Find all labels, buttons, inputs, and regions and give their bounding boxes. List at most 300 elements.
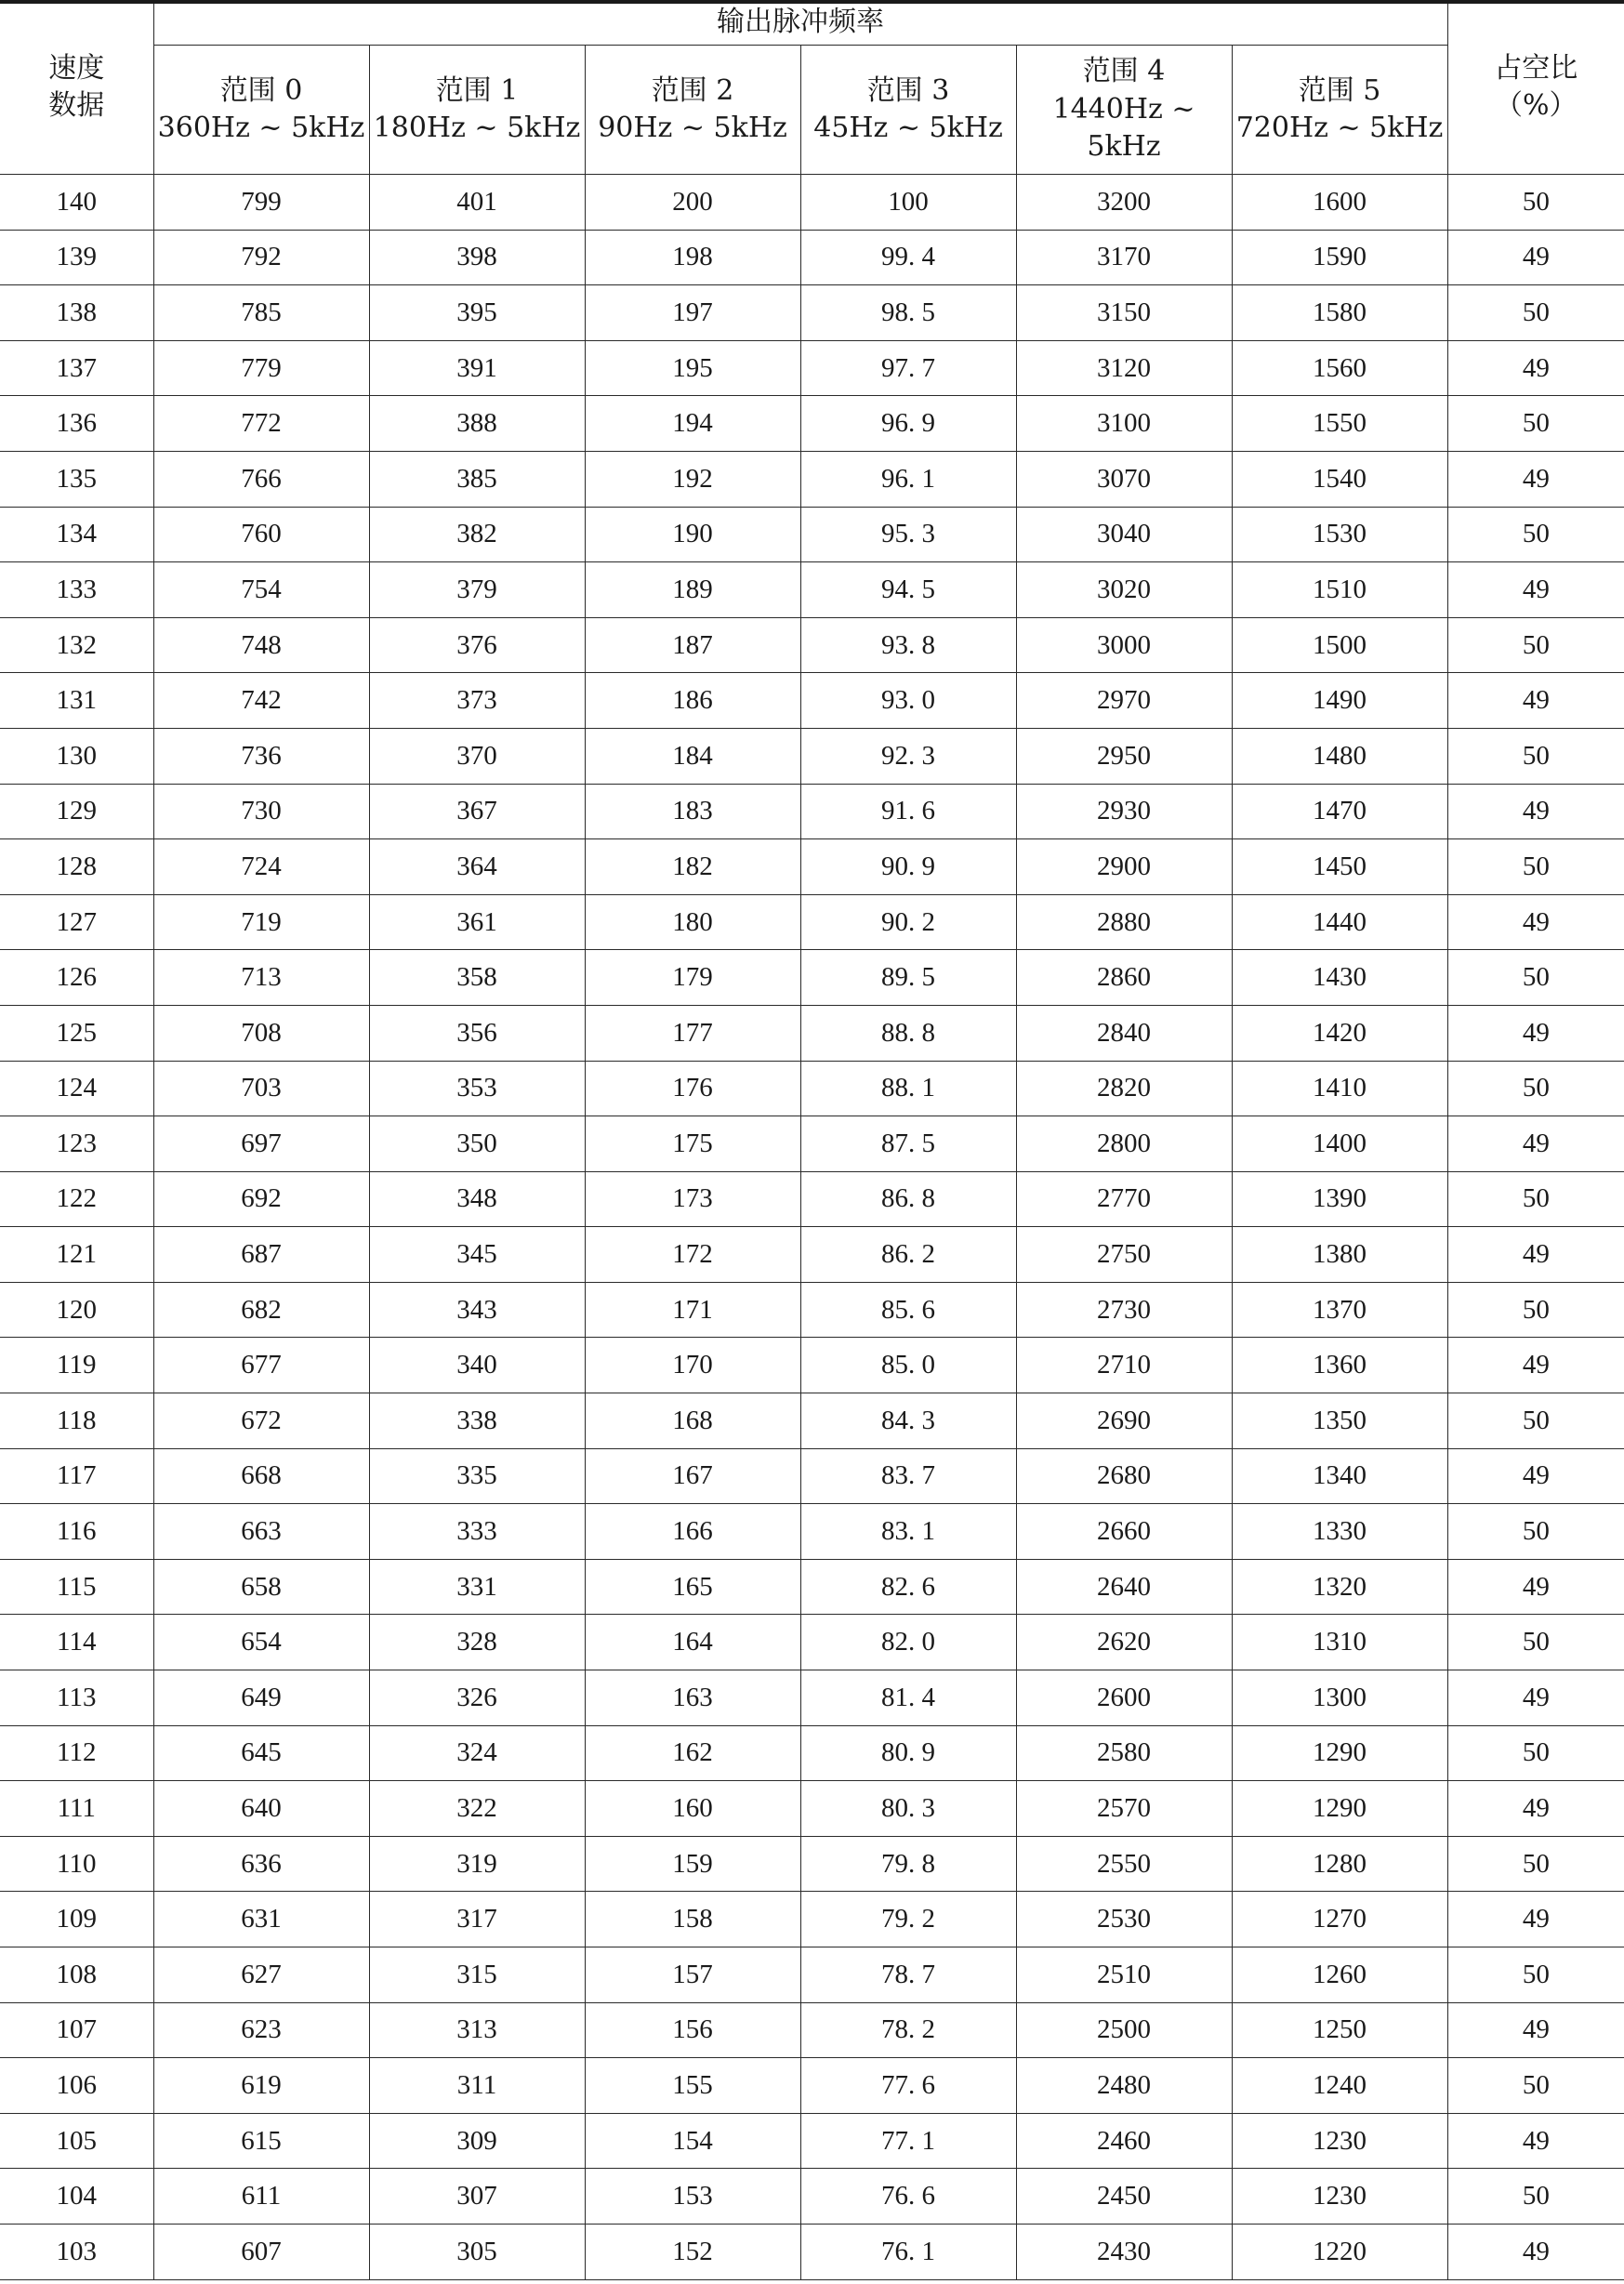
range-1-cell: 331 <box>369 1559 585 1615</box>
speed-data-cell: 117 <box>0 1448 153 1504</box>
speed-data-cell: 122 <box>0 1171 153 1227</box>
duty-cycle-cell: 49 <box>1447 2113 1624 2169</box>
speed-data-cell: 139 <box>0 230 153 285</box>
range-0-cell: 649 <box>153 1670 369 1726</box>
range-3-cell: 79. 8 <box>800 1836 1016 1892</box>
range-1-cell: 311 <box>369 2058 585 2114</box>
duty-cycle-cell: 50 <box>1447 2169 1624 2225</box>
duty-cycle-cell: 49 <box>1447 1448 1624 1504</box>
range-3-cell: 90. 2 <box>800 894 1016 950</box>
range-2-cell: 173 <box>585 1171 800 1227</box>
range-3-cell: 96. 9 <box>800 396 1016 452</box>
speed-data-cell: 111 <box>0 1781 153 1837</box>
range-5-name: 范围 5 <box>1298 73 1381 107</box>
speed-data-cell: 135 <box>0 451 153 507</box>
duty-cycle-cell: 49 <box>1447 230 1624 285</box>
duty-cycle-cell: 49 <box>1447 562 1624 618</box>
range-4-cell: 2900 <box>1016 839 1232 895</box>
range-4-cell: 2480 <box>1016 2058 1232 2114</box>
duty-cycle-cell: 50 <box>1447 1947 1624 2003</box>
range-1-cell: 348 <box>369 1171 585 1227</box>
range-2-cell: 198 <box>585 230 800 285</box>
duty-cycle-cell: 50 <box>1447 839 1624 895</box>
range-3-cell: 87. 5 <box>800 1116 1016 1172</box>
range-0-cell: 677 <box>153 1338 369 1393</box>
range-3-cell: 95. 3 <box>800 507 1016 562</box>
speed-data-cell: 118 <box>0 1393 153 1449</box>
range-5-cell: 1580 <box>1232 285 1447 341</box>
range-2-cell: 197 <box>585 285 800 341</box>
range-2-cell: 189 <box>585 562 800 618</box>
range-4-cell: 3170 <box>1016 230 1232 285</box>
range-5-cell: 1450 <box>1232 839 1447 895</box>
range-3-cell: 80. 3 <box>800 1781 1016 1837</box>
table-row <box>0 839 1624 895</box>
range-2-cell: 158 <box>585 1892 800 1947</box>
range-1-cell: 358 <box>369 950 585 1006</box>
range-2-cell: 171 <box>585 1282 800 1338</box>
range-0-cell: 682 <box>153 1282 369 1338</box>
range-3-cell: 98. 5 <box>800 285 1016 341</box>
range-1-cell: 370 <box>369 728 585 784</box>
range-5-cell: 1250 <box>1232 2002 1447 2058</box>
range-0-header <box>153 46 369 175</box>
range-4-cell: 2620 <box>1016 1615 1232 1670</box>
range-2-cell: 156 <box>585 2002 800 2058</box>
table-row <box>0 784 1624 839</box>
range-2-cell: 159 <box>585 1836 800 1892</box>
table-row <box>0 1892 1624 1947</box>
range-0-cell: 766 <box>153 451 369 507</box>
range-5-cell: 1290 <box>1232 1781 1447 1837</box>
duty-cycle-cell: 50 <box>1447 285 1624 341</box>
speed-data-cell: 121 <box>0 1227 153 1283</box>
range-3-cell: 84. 3 <box>800 1393 1016 1449</box>
range-2-cell: 190 <box>585 507 800 562</box>
table-row <box>0 894 1624 950</box>
speed-data-header-text: 速度 数据 <box>48 51 105 122</box>
duty-cycle-cell: 50 <box>1447 1615 1624 1670</box>
range-5-cell: 1550 <box>1232 396 1447 452</box>
duty-cycle-cell: 49 <box>1447 1781 1624 1837</box>
table-row <box>0 396 1624 452</box>
speed-data-cell: 110 <box>0 1836 153 1892</box>
range-0-cell: 645 <box>153 1725 369 1781</box>
duty-cycle-cell: 50 <box>1447 950 1624 1006</box>
range-4-cell: 2750 <box>1016 1227 1232 1283</box>
range-3-cell: 90. 9 <box>800 839 1016 895</box>
table-row <box>0 1061 1624 1116</box>
range-1-span: 180Hz ~ 5kHz <box>373 112 581 144</box>
range-1-cell: 401 <box>369 175 585 231</box>
range-5-cell: 1430 <box>1232 950 1447 1006</box>
speed-data-cell: 129 <box>0 784 153 839</box>
duty-cycle-cell: 49 <box>1447 894 1624 950</box>
range-0-cell: 785 <box>153 285 369 341</box>
table-row <box>0 1227 1624 1283</box>
range-0-cell: 623 <box>153 2002 369 2058</box>
range-5-cell: 1300 <box>1232 1670 1447 1726</box>
range-4-span: 1440Hz ~ 5kHz <box>1052 92 1195 164</box>
range-5-cell: 1350 <box>1232 1393 1447 1449</box>
range-5-cell: 1420 <box>1232 1005 1447 1061</box>
range-4-cell: 2840 <box>1016 1005 1232 1061</box>
range-2-cell: 186 <box>585 673 800 729</box>
range-2-cell: 164 <box>585 1615 800 1670</box>
range-1-cell: 385 <box>369 451 585 507</box>
table-row <box>0 2002 1624 2058</box>
range-4-cell: 3100 <box>1016 396 1232 452</box>
range-5-cell: 1380 <box>1232 1227 1447 1283</box>
range-5-cell: 1470 <box>1232 784 1447 839</box>
range-5-cell: 1230 <box>1232 2169 1447 2225</box>
range-3-cell: 89. 5 <box>800 950 1016 1006</box>
range-2-span: 90Hz ~ 5kHz <box>598 112 787 144</box>
speed-data-cell: 119 <box>0 1338 153 1393</box>
speed-data-header <box>0 1 153 175</box>
speed-data-cell: 107 <box>0 2002 153 2058</box>
range-4-cell: 2640 <box>1016 1559 1232 1615</box>
range-1-cell: 328 <box>369 1615 585 1670</box>
range-5-cell: 1340 <box>1232 1448 1447 1504</box>
range-3-cell: 81. 4 <box>800 1670 1016 1726</box>
duty-cycle-cell: 50 <box>1447 2058 1624 2114</box>
range-4-cell: 2930 <box>1016 784 1232 839</box>
table-row <box>0 1393 1624 1449</box>
duty-cycle-cell: 49 <box>1447 1227 1624 1283</box>
range-1-header <box>369 46 585 175</box>
range-3-cell: 77. 6 <box>800 2058 1016 2114</box>
range-0-cell: 687 <box>153 1227 369 1283</box>
table-row <box>0 1947 1624 2003</box>
range-1-cell: 388 <box>369 396 585 452</box>
table-row <box>0 2058 1624 2114</box>
range-1-cell: 338 <box>369 1393 585 1449</box>
range-2-cell: 176 <box>585 1061 800 1116</box>
range-2-cell: 195 <box>585 340 800 396</box>
range-3-cell: 76. 6 <box>800 2169 1016 2225</box>
range-1-cell: 356 <box>369 1005 585 1061</box>
range-2-cell: 160 <box>585 1781 800 1837</box>
duty-cycle-cell: 50 <box>1447 1393 1624 1449</box>
range-5-cell: 1530 <box>1232 507 1447 562</box>
range-3-cell: 93. 8 <box>800 617 1016 673</box>
range-4-cell: 2770 <box>1016 1171 1232 1227</box>
duty-cycle-cell: 50 <box>1447 728 1624 784</box>
speed-data-cell: 131 <box>0 673 153 729</box>
range-4-cell: 2500 <box>1016 2002 1232 2058</box>
range-0-cell: 658 <box>153 1559 369 1615</box>
range-5-cell: 1260 <box>1232 1947 1447 2003</box>
range-0-cell: 654 <box>153 1615 369 1670</box>
range-1-cell: 398 <box>369 230 585 285</box>
range-3-cell: 77. 1 <box>800 2113 1016 2169</box>
table-row <box>0 1615 1624 1670</box>
range-4-header <box>1016 46 1232 175</box>
range-5-cell: 1220 <box>1232 2224 1447 2279</box>
range-2-cell: 168 <box>585 1393 800 1449</box>
range-3-cell: 88. 1 <box>800 1061 1016 1116</box>
range-1-cell: 395 <box>369 285 585 341</box>
range-1-cell: 391 <box>369 340 585 396</box>
speed-data-cell: 103 <box>0 2224 153 2279</box>
range-3-cell: 86. 8 <box>800 1171 1016 1227</box>
speed-data-cell: 116 <box>0 1504 153 1560</box>
range-4-cell: 2460 <box>1016 2113 1232 2169</box>
range-1-cell: 379 <box>369 562 585 618</box>
range-0-cell: 697 <box>153 1116 369 1172</box>
table-row <box>0 673 1624 729</box>
range-4-cell: 3120 <box>1016 340 1232 396</box>
range-5-span: 720Hz ~ 5kHz <box>1235 112 1444 144</box>
table-row <box>0 340 1624 396</box>
range-0-cell: 619 <box>153 2058 369 2114</box>
range-5-cell: 1240 <box>1232 2058 1447 2114</box>
speed-data-cell: 138 <box>0 285 153 341</box>
duty-cycle-cell: 49 <box>1447 1559 1624 1615</box>
range-1-cell: 340 <box>369 1338 585 1393</box>
range-1-cell: 315 <box>369 1947 585 2003</box>
duty-cycle-cell: 50 <box>1447 617 1624 673</box>
table-row <box>0 1171 1624 1227</box>
range-2-cell: 177 <box>585 1005 800 1061</box>
range-3-cell: 88. 8 <box>800 1005 1016 1061</box>
range-5-header <box>1232 46 1447 175</box>
range-2-cell: 163 <box>585 1670 800 1726</box>
range-4-cell: 2820 <box>1016 1061 1232 1116</box>
range-0-cell: 779 <box>153 340 369 396</box>
range-2-cell: 172 <box>585 1227 800 1283</box>
range-0-name: 范围 0 <box>219 73 303 107</box>
duty-cycle-cell: 50 <box>1447 1504 1624 1560</box>
range-3-cell: 94. 5 <box>800 562 1016 618</box>
range-5-cell: 1510 <box>1232 562 1447 618</box>
range-2-cell: 166 <box>585 1504 800 1560</box>
range-5-cell: 1370 <box>1232 1282 1447 1338</box>
range-4-cell: 2730 <box>1016 1282 1232 1338</box>
duty-cycle-cell: 49 <box>1447 1338 1624 1393</box>
range-2-name: 范围 2 <box>651 73 734 107</box>
speed-data-cell: 106 <box>0 2058 153 2114</box>
range-0-cell: 742 <box>153 673 369 729</box>
range-1-cell: 309 <box>369 2113 585 2169</box>
range-1-cell: 307 <box>369 2169 585 2225</box>
table-row <box>0 728 1624 784</box>
speed-data-cell: 127 <box>0 894 153 950</box>
range-1-cell: 367 <box>369 784 585 839</box>
range-2-cell: 155 <box>585 2058 800 2114</box>
range-1-cell: 382 <box>369 507 585 562</box>
table-row <box>0 562 1624 618</box>
range-0-cell: 799 <box>153 175 369 231</box>
range-1-cell: 335 <box>369 1448 585 1504</box>
range-2-cell: 182 <box>585 839 800 895</box>
table-header <box>0 1 1624 175</box>
range-4-cell: 2880 <box>1016 894 1232 950</box>
range-2-header <box>585 46 800 175</box>
range-1-cell: 317 <box>369 1892 585 1947</box>
range-1-cell: 345 <box>369 1227 585 1283</box>
duty-cycle-cell: 50 <box>1447 1725 1624 1781</box>
range-0-cell: 730 <box>153 784 369 839</box>
range-3-cell: 83. 1 <box>800 1504 1016 1560</box>
range-0-cell: 627 <box>153 1947 369 2003</box>
range-0-cell: 760 <box>153 507 369 562</box>
range-4-name: 范围 4 <box>1082 55 1166 88</box>
range-4-cell: 3070 <box>1016 451 1232 507</box>
duty-cycle-cell: 50 <box>1447 1836 1624 1892</box>
table-body <box>0 175 1624 2280</box>
range-0-cell: 663 <box>153 1504 369 1560</box>
range-4-cell: 2970 <box>1016 673 1232 729</box>
table-row <box>0 1725 1624 1781</box>
range-0-cell: 748 <box>153 617 369 673</box>
table-row <box>0 1504 1624 1560</box>
range-2-cell: 157 <box>585 1947 800 2003</box>
speed-data-cell: 133 <box>0 562 153 618</box>
duty-cycle-cell: 50 <box>1447 1061 1624 1116</box>
range-4-cell: 2860 <box>1016 950 1232 1006</box>
table-row <box>0 950 1624 1006</box>
range-4-cell: 2530 <box>1016 1892 1232 1947</box>
range-4-cell: 2600 <box>1016 1670 1232 1726</box>
speed-data-cell: 105 <box>0 2113 153 2169</box>
range-2-cell: 154 <box>585 2113 800 2169</box>
table-row <box>0 1005 1624 1061</box>
duty-cycle-header-text: 占空比 （%） <box>1494 51 1578 122</box>
speed-data-cell: 134 <box>0 507 153 562</box>
range-3-cell: 96. 1 <box>800 451 1016 507</box>
range-5-cell: 1320 <box>1232 1559 1447 1615</box>
speed-data-cell: 136 <box>0 396 153 452</box>
table-row <box>0 285 1624 341</box>
range-0-cell: 672 <box>153 1393 369 1449</box>
range-4-cell: 3000 <box>1016 617 1232 673</box>
range-2-cell: 183 <box>585 784 800 839</box>
speed-data-cell: 108 <box>0 1947 153 2003</box>
range-5-cell: 1230 <box>1232 2113 1447 2169</box>
range-1-cell: 324 <box>369 1725 585 1781</box>
range-1-cell: 305 <box>369 2224 585 2279</box>
speed-data-cell: 123 <box>0 1116 153 1172</box>
range-3-header <box>800 46 1016 175</box>
range-0-cell: 754 <box>153 562 369 618</box>
table-row <box>0 1116 1624 1172</box>
range-1-cell: 353 <box>369 1061 585 1116</box>
duty-cycle-header <box>1447 1 1624 175</box>
range-4-cell: 2450 <box>1016 2169 1232 2225</box>
range-4-cell: 3150 <box>1016 285 1232 341</box>
range-2-cell: 200 <box>585 175 800 231</box>
range-4-cell: 3040 <box>1016 507 1232 562</box>
range-2-cell: 184 <box>585 728 800 784</box>
range-4-cell: 2570 <box>1016 1781 1232 1837</box>
speed-data-cell: 115 <box>0 1559 153 1615</box>
table-row <box>0 1781 1624 1837</box>
duty-cycle-cell: 49 <box>1447 1116 1624 1172</box>
duty-cycle-cell: 50 <box>1447 1282 1624 1338</box>
range-5-cell: 1560 <box>1232 340 1447 396</box>
range-5-cell: 1280 <box>1232 1836 1447 1892</box>
duty-cycle-cell: 49 <box>1447 673 1624 729</box>
speed-data-cell: 113 <box>0 1670 153 1726</box>
duty-cycle-cell: 50 <box>1447 507 1624 562</box>
range-5-cell: 1270 <box>1232 1892 1447 1947</box>
range-2-cell: 153 <box>585 2169 800 2225</box>
range-3-cell: 80. 9 <box>800 1725 1016 1781</box>
range-4-cell: 2580 <box>1016 1725 1232 1781</box>
speed-data-cell: 125 <box>0 1005 153 1061</box>
range-5-cell: 1290 <box>1232 1725 1447 1781</box>
speed-data-cell: 128 <box>0 839 153 895</box>
range-3-span: 45Hz ~ 5kHz <box>813 112 1003 144</box>
range-2-cell: 175 <box>585 1116 800 1172</box>
duty-cycle-cell: 49 <box>1447 2002 1624 2058</box>
range-4-cell: 2510 <box>1016 1947 1232 2003</box>
range-4-cell: 3020 <box>1016 562 1232 618</box>
duty-cycle-cell: 49 <box>1447 784 1624 839</box>
range-0-cell: 719 <box>153 894 369 950</box>
range-5-cell: 1440 <box>1232 894 1447 950</box>
range-2-cell: 167 <box>585 1448 800 1504</box>
range-2-cell: 170 <box>585 1338 800 1393</box>
speed-data-cell: 109 <box>0 1892 153 1947</box>
range-5-cell: 1600 <box>1232 175 1447 231</box>
table-row <box>0 2224 1624 2279</box>
table-row <box>0 617 1624 673</box>
speed-data-cell: 126 <box>0 950 153 1006</box>
range-2-cell: 165 <box>585 1559 800 1615</box>
range-3-cell: 93. 0 <box>800 673 1016 729</box>
range-5-cell: 1310 <box>1232 1615 1447 1670</box>
range-1-cell: 326 <box>369 1670 585 1726</box>
range-5-cell: 1410 <box>1232 1061 1447 1116</box>
speed-data-cell: 137 <box>0 340 153 396</box>
range-3-cell: 100 <box>800 175 1016 231</box>
range-5-cell: 1500 <box>1232 617 1447 673</box>
table-row <box>0 230 1624 285</box>
range-0-cell: 713 <box>153 950 369 1006</box>
duty-cycle-cell: 49 <box>1447 340 1624 396</box>
range-1-cell: 333 <box>369 1504 585 1560</box>
range-1-cell: 350 <box>369 1116 585 1172</box>
range-3-cell: 85. 0 <box>800 1338 1016 1393</box>
range-5-cell: 1390 <box>1232 1171 1447 1227</box>
duty-cycle-cell: 49 <box>1447 1670 1624 1726</box>
table-row <box>0 1448 1624 1504</box>
speed-data-cell: 124 <box>0 1061 153 1116</box>
range-2-cell: 152 <box>585 2224 800 2279</box>
duty-cycle-cell: 50 <box>1447 1171 1624 1227</box>
range-3-cell: 79. 2 <box>800 1892 1016 1947</box>
table-row <box>0 1670 1624 1726</box>
top-rule <box>0 0 1624 4</box>
range-4-cell: 2710 <box>1016 1338 1232 1393</box>
duty-cycle-cell: 49 <box>1447 1892 1624 1947</box>
range-0-cell: 607 <box>153 2224 369 2279</box>
range-0-cell: 640 <box>153 1781 369 1837</box>
range-5-cell: 1590 <box>1232 230 1447 285</box>
range-4-cell: 3200 <box>1016 175 1232 231</box>
range-0-cell: 611 <box>153 2169 369 2225</box>
range-0-cell: 724 <box>153 839 369 895</box>
range-4-cell: 2430 <box>1016 2224 1232 2279</box>
range-1-cell: 343 <box>369 1282 585 1338</box>
range-4-cell: 2800 <box>1016 1116 1232 1172</box>
range-1-name: 范围 1 <box>435 73 519 107</box>
table-row <box>0 1559 1624 1615</box>
range-2-cell: 194 <box>585 396 800 452</box>
